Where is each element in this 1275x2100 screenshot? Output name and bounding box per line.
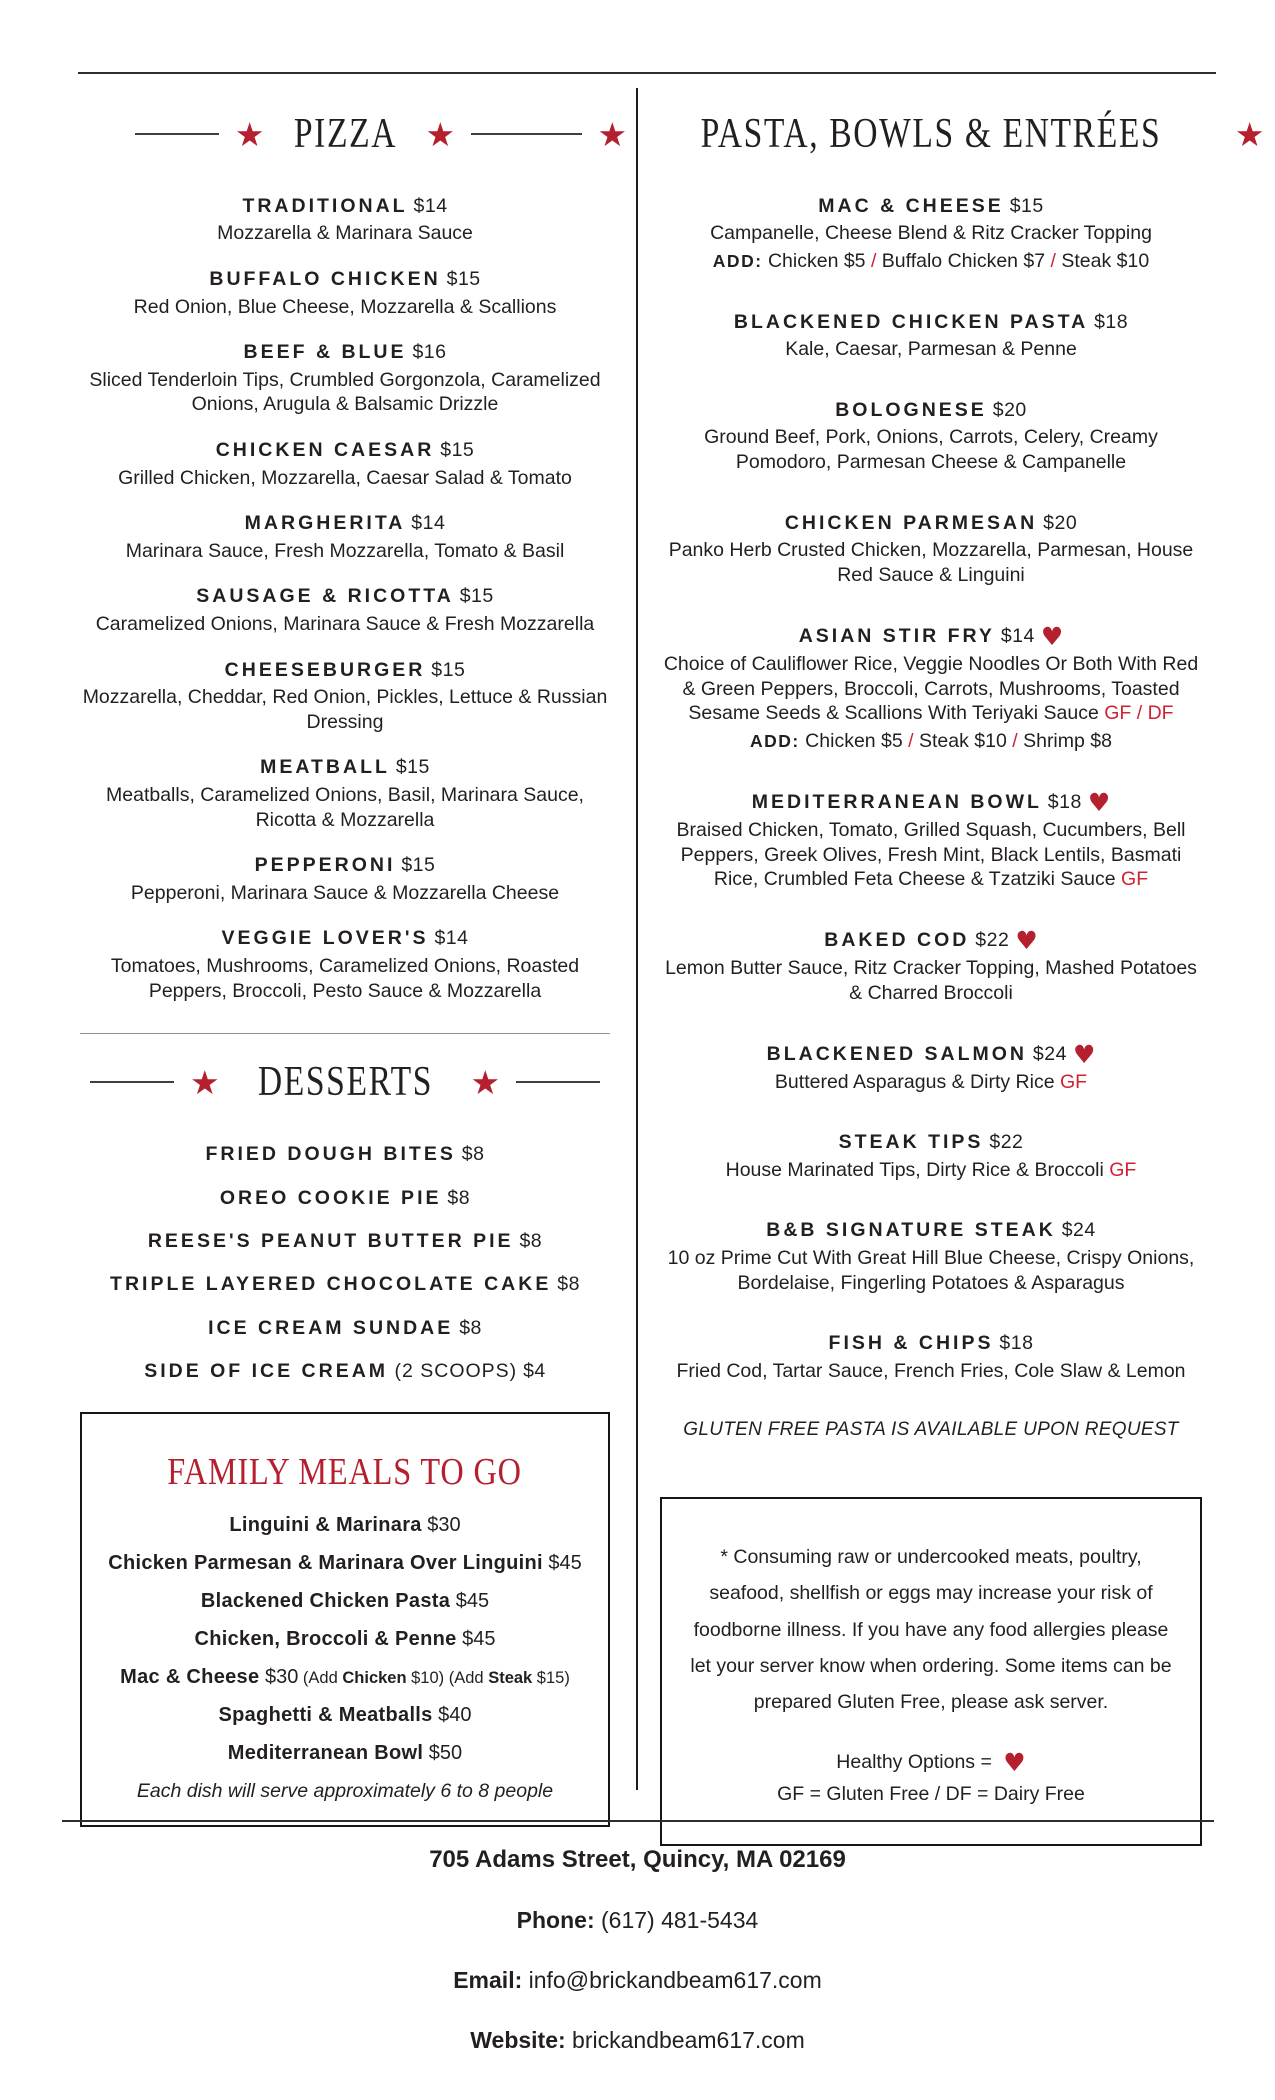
menu-item [660, 621, 1202, 754]
item-price: $14 [428, 927, 469, 950]
menu-item-name-price [660, 310, 1202, 334]
family-meal-item [94, 1742, 596, 1765]
item-add-ons [298, 1669, 570, 1687]
disclaimer-text: * Consuming raw or undercooked meats, poultry, seafood, shellfish or eggs may increase your risk of foodborne illness. If you have any food allergies please let your server know when ordering. Some items can be prepared Gluten Free, please ask server. [690, 1546, 1172, 1713]
item-price: $30 [259, 1665, 299, 1688]
item-description: Pepperoni, Marinara Sauce & Mozzarella Cheese [130, 881, 560, 904]
item-name: BUFFALO CHICKEN [209, 268, 441, 291]
item-price: $15 [1003, 195, 1044, 217]
heart-icon: ♥ [1087, 787, 1111, 817]
item-price: $15 [425, 658, 466, 681]
star-icon: ★ [470, 1062, 501, 1102]
item-description: Tomatoes, Mushrooms, Caramelized Onions, Roasted Peppers, Broccoli, Pesto Sauce & Mozzarella [110, 954, 580, 1002]
menu-item [660, 511, 1202, 588]
desserts-section-header [80, 1058, 610, 1106]
item-description: Fried Cod, Tartar Sauce, French Fries, Cole Slaw & Lemon [676, 1359, 1186, 1382]
item-price: $24 [1055, 1219, 1096, 1242]
disclaimer-box [660, 1497, 1202, 1846]
menu-item [80, 755, 610, 832]
menu-item [660, 787, 1202, 892]
item-name: FISH & CHIPS [828, 1332, 994, 1355]
email-value: info@brickandbeam617.com [522, 1967, 822, 1993]
menu-item [80, 853, 610, 905]
family-meal-item [94, 1590, 596, 1613]
item-price: $8 [551, 1273, 580, 1296]
family-meals-serve-note: Each dish will serve approximately 6 to 8 people [136, 1779, 554, 1802]
item-price: $14 [407, 195, 448, 217]
menu-item [80, 1186, 610, 1210]
menu-item [80, 1142, 610, 1166]
item-name: Blackened Chicken Pasta [200, 1589, 451, 1612]
item-name: Chicken, Broccoli & Penne [194, 1627, 457, 1650]
menu-item-name-price [80, 755, 610, 779]
text-segment: Chicken [342, 1668, 407, 1687]
item-note: (2 SCOOPS) [388, 1360, 518, 1383]
item-name: REESE'S PEANUT BUTTER PIE [147, 1230, 514, 1252]
healthy-options-label: Healthy Options = [836, 1750, 992, 1773]
item-price: $16 [406, 341, 447, 364]
menu-item-name-price [80, 658, 610, 682]
desserts-section-title: DESSERTS [257, 1059, 433, 1106]
menu-item [80, 584, 610, 636]
menu-item [80, 511, 610, 563]
menu-item-name-price [660, 787, 1202, 817]
star-icon: ★ [189, 1062, 220, 1102]
item-price: $24 [1026, 1042, 1067, 1065]
header-dash [90, 1081, 174, 1083]
heart-icon: ♥ [1015, 926, 1038, 955]
family-meals-title: FAMILY MEALS TO GO [167, 1450, 523, 1493]
menu-item [80, 926, 610, 1003]
menu-item [660, 928, 1202, 1006]
menu-item [660, 1039, 1202, 1095]
menu-item-name-price [80, 267, 610, 291]
item-name: CHICKEN CAESAR [215, 439, 435, 462]
item-name: TRADITIONAL [242, 195, 408, 217]
text-segment: / [870, 250, 877, 273]
website-line [0, 2027, 1275, 2054]
text-segment: Chicken $5 [762, 250, 871, 273]
item-price: $30 [421, 1513, 461, 1536]
item-name: TRIPLE LAYERED CHOCOLATE CAKE [110, 1273, 552, 1296]
item-name: SAUSAGE & RICOTTA [196, 585, 454, 608]
header-dash [135, 133, 219, 135]
item-name: OREO COOKIE PIE [219, 1186, 442, 1209]
text-segment: Buffalo Chicken $7 [876, 250, 1051, 273]
item-price: $45 [456, 1627, 496, 1650]
item-price: $4 [517, 1360, 546, 1383]
address-line: 705 Adams Street, Quincy, MA 02169 [429, 1846, 846, 1873]
text-segment: (Add [298, 1668, 343, 1687]
item-name: BLACKENED SALMON [766, 1042, 1027, 1065]
footer [0, 1846, 1275, 2087]
bottom-rule [62, 1820, 1214, 1822]
gluten-free-note: GLUTEN FREE PASTA IS AVAILABLE UPON REQUEST [683, 1419, 1179, 1441]
family-meals-box [80, 1412, 610, 1827]
text-segment: ADD: [712, 251, 763, 272]
pizza-items-list [80, 194, 610, 1003]
menu-item-name-price [80, 511, 610, 535]
item-name: CHICKEN PARMESAN [784, 511, 1038, 534]
item-description: Marinara Sauce, Fresh Mozzarella, Tomato & Basil [125, 539, 565, 562]
text-segment: ADD: [750, 731, 800, 751]
item-price: $20 [1037, 511, 1078, 534]
item-description: Grilled Chicken, Mozzarella, Caesar Salad & Tomato [118, 466, 572, 489]
item-description: Red Onion, Blue Cheese, Mozzarella & Scallions [133, 295, 557, 318]
website-label: Website: [470, 2027, 566, 2053]
menu-item-name-price [80, 194, 610, 218]
menu-item [660, 1331, 1202, 1383]
header-dash [516, 1081, 600, 1083]
menu-item-name-price [80, 926, 610, 950]
text-segment: GF [1059, 1070, 1088, 1093]
text-segment: / [1050, 250, 1056, 273]
item-description: Campanelle, Cheese Blend & Ritz Cracker Topping [710, 222, 1152, 245]
menu-item-name-price [660, 1218, 1202, 1242]
menu-item-name-price [660, 1331, 1202, 1355]
item-price: $15 [395, 854, 436, 877]
item-name: CHEESEBURGER [224, 658, 426, 681]
text-segment: Steak [488, 1668, 533, 1687]
item-name: MEDITERRANEAN BOWL [751, 790, 1042, 813]
item-name: STEAK TIPS [838, 1131, 984, 1154]
left-column [80, 86, 610, 1827]
right-column [597, 86, 1265, 1846]
item-price: $15 [453, 585, 494, 608]
item-description: Panko Herb Crusted Chicken, Mozzarella, Parmesan, House Red Sauce & Linguini [668, 539, 1194, 586]
desserts-items-list [80, 1142, 610, 1383]
family-meal-item [94, 1628, 596, 1651]
item-name: MEATBALL [260, 756, 390, 779]
item-name: B&B SIGNATURE STEAK [766, 1219, 1056, 1242]
menu-item-name-price [80, 1186, 610, 1210]
item-description: Caramelized Onions, Marinara Sauce & Fresh Mozzarella [95, 612, 595, 635]
item-description: Ground Beef, Pork, Onions, Carrots, Celery, Creamy Pomodoro, Parmesan Cheese & Campanelle [704, 426, 1158, 474]
item-price: $14 [405, 512, 446, 535]
item-price: $22 [983, 1131, 1024, 1154]
item-description: Mozzarella & Marinara Sauce [217, 222, 473, 245]
item-name: SIDE OF ICE CREAM [144, 1360, 389, 1383]
item-price: $20 [986, 399, 1027, 421]
text-segment: / [908, 730, 914, 752]
email-line [0, 1967, 1275, 1994]
text-segment: Shrimp $8 [1017, 730, 1112, 752]
menu-item-name-price [660, 194, 1202, 218]
menu-item-name-price [80, 1272, 610, 1296]
item-price: $8 [455, 1143, 485, 1166]
item-price: $18 [1041, 790, 1082, 813]
item-name: Chicken Parmesan & Marinara Over Linguini [108, 1551, 543, 1574]
family-meal-item [94, 1514, 596, 1537]
text-segment: $15) [532, 1668, 570, 1687]
menu-item [660, 310, 1202, 362]
section-separator [80, 1033, 610, 1034]
menu-item [80, 267, 610, 319]
menu-item [660, 194, 1202, 274]
item-price: $15 [389, 756, 430, 779]
menu-item [80, 1272, 610, 1296]
item-price: $8 [441, 1186, 471, 1209]
item-add-ons [660, 729, 1202, 754]
gf-df-legend: GF = Gluten Free / DF = Dairy Free [777, 1782, 1085, 1805]
menu-item [80, 438, 610, 490]
item-name: BOLOGNESE [835, 399, 987, 421]
menu-item-name-price [80, 853, 610, 877]
menu-item-name-price [660, 621, 1202, 651]
menu-item [80, 1359, 610, 1383]
star-icon: ★ [597, 114, 628, 154]
heart-icon: ♥ [1072, 1039, 1096, 1069]
star-icon: ★ [1234, 114, 1265, 154]
phone-label: Phone: [516, 1907, 595, 1933]
website-value: brickandbeam617.com [565, 2027, 805, 2053]
top-rule [78, 72, 1216, 74]
family-meal-item [94, 1552, 596, 1575]
family-meal-item [94, 1666, 596, 1689]
item-name: BLACKENED CHICKEN PASTA [733, 310, 1089, 333]
text-segment: House Marinated Tips, Dirty Rice & Broccoli [725, 1158, 1110, 1181]
item-price: $15 [434, 439, 475, 462]
menu-item-name-price [660, 511, 1202, 535]
text-segment: Steak $10 [1055, 250, 1150, 273]
text-segment: GF [1121, 868, 1149, 891]
menu-item [660, 1218, 1202, 1295]
item-add-ons [660, 249, 1202, 274]
header-dash [530, 133, 582, 135]
item-description [660, 652, 1202, 726]
item-price: $22 [969, 929, 1010, 951]
item-description [660, 1158, 1202, 1183]
item-price: $18 [1088, 310, 1129, 333]
item-name: MARGHERITA [244, 512, 406, 535]
item-price: $50 [423, 1741, 463, 1764]
text-segment: / [1012, 730, 1018, 752]
menu-item [80, 658, 610, 735]
item-price: $40 [432, 1703, 472, 1726]
item-price: $15 [440, 268, 481, 291]
item-description: Meatballs, Caramelized Onions, Basil, Marinara Sauce, Ricotta & Mozzarella [106, 783, 584, 831]
text-segment: Chicken $5 [799, 730, 909, 752]
phone-value: (617) 481-5434 [594, 1907, 759, 1933]
text-segment: Buttered Asparagus & Dirty Rice [774, 1070, 1060, 1093]
item-description [660, 818, 1202, 892]
menu-item-name-price [80, 1142, 610, 1166]
item-name: ASIAN STIR FRY [798, 624, 995, 647]
heart-icon: ♥ [1040, 621, 1064, 651]
item-price: $45 [542, 1551, 582, 1574]
item-name: ICE CREAM SUNDAE [208, 1316, 454, 1339]
menu-item-name-price [80, 584, 610, 608]
column-divider [636, 88, 638, 1790]
item-price: $18 [993, 1332, 1034, 1355]
item-name: VEGGIE LOVER'S [221, 927, 429, 950]
item-name: Spaghetti & Meatballs [218, 1703, 433, 1726]
text-segment: GF / DF [1104, 702, 1174, 725]
item-name: Linguini & Marinara [229, 1513, 422, 1536]
text-segment: GF [1109, 1158, 1137, 1181]
text-segment: Braised Chicken, Tomato, Grilled Squash, Cucumbers, Bell Peppers, Greek Olives, Fresh Mint, Black Lentils, Basmati Rice, Crumbled Feta Cheese & Tzatziki Sauce [676, 818, 1186, 891]
item-name: Mediterranean Bowl [227, 1741, 424, 1764]
menu-item-name-price [660, 928, 1202, 953]
pasta-items-list [660, 194, 1202, 1383]
menu-item-name-price [660, 398, 1202, 422]
menu-item [660, 1130, 1202, 1182]
item-description: Sliced Tenderloin Tips, Crumbled Gorgonzola, Caramelized Onions, Arugula & Balsamic Drizzle [89, 368, 601, 416]
menu-item [80, 1316, 610, 1340]
menu-item-name-price [80, 1229, 610, 1253]
item-description: Kale, Caesar, Parmesan & Penne [785, 338, 1077, 361]
email-label: Email: [453, 1967, 523, 1993]
item-price: $45 [450, 1589, 490, 1612]
item-description: Lemon Butter Sauce, Ritz Cracker Topping, Mashed Potatoes & Charred Broccoli [665, 957, 1197, 1004]
menu-item [80, 340, 610, 417]
menu-item-name-price [80, 340, 610, 364]
family-meal-item [94, 1704, 596, 1727]
item-name: MAC & CHEESE [818, 195, 1004, 217]
item-name: FRIED DOUGH BITES [205, 1143, 456, 1166]
pizza-section-title: PIZZA [293, 111, 397, 157]
menu-item [660, 398, 1202, 475]
item-price: $8 [453, 1316, 482, 1339]
menu-item-name-price [660, 1130, 1202, 1154]
phone-line [0, 1907, 1275, 1934]
menu-item [80, 194, 610, 246]
menu-item-name-price [660, 1039, 1202, 1069]
item-description: Mozzarella, Cheddar, Red Onion, Pickles, Lettuce & Russian Dressing [82, 685, 608, 733]
text-segment: Choice of Cauliflower Rice, Veggie Noodles Or Both With Red & Green Peppers, Broccoli, Carrots, Mushrooms, Toasted Sesame Seeds & Scallions With Teriyaki Sauce [663, 652, 1199, 725]
text-segment: $10) (Add [406, 1668, 489, 1687]
star-icon: ★ [234, 114, 265, 154]
item-description: 10 oz Prime Cut With Great Hill Blue Cheese, Crispy Onions, Bordelaise, Fingerling Potatoes & Asparagus [667, 1246, 1195, 1294]
item-name: BAKED COD [824, 929, 970, 951]
heart-icon: ♥ [1003, 1747, 1026, 1777]
pasta-section-header [597, 110, 1265, 158]
text-segment: Steak $10 [913, 730, 1013, 752]
item-name: BEEF & BLUE [243, 341, 407, 364]
item-price: $14 [994, 624, 1035, 647]
item-description [660, 1070, 1202, 1095]
item-name: Mac & Cheese [120, 1665, 260, 1688]
menu-item-name-price [80, 438, 610, 462]
menu-item-name-price [80, 1316, 610, 1340]
pasta-section-title: PASTA, BOWLS & ENTRÉES [700, 111, 1162, 157]
star-icon: ★ [425, 114, 456, 154]
menu-item-name-price [80, 1359, 610, 1383]
item-price: $8 [513, 1230, 543, 1252]
healthy-options-line [686, 1746, 1176, 1778]
item-name: PEPPERONI [254, 854, 396, 877]
family-meals-items-list [94, 1514, 596, 1765]
menu-item [80, 1229, 610, 1253]
